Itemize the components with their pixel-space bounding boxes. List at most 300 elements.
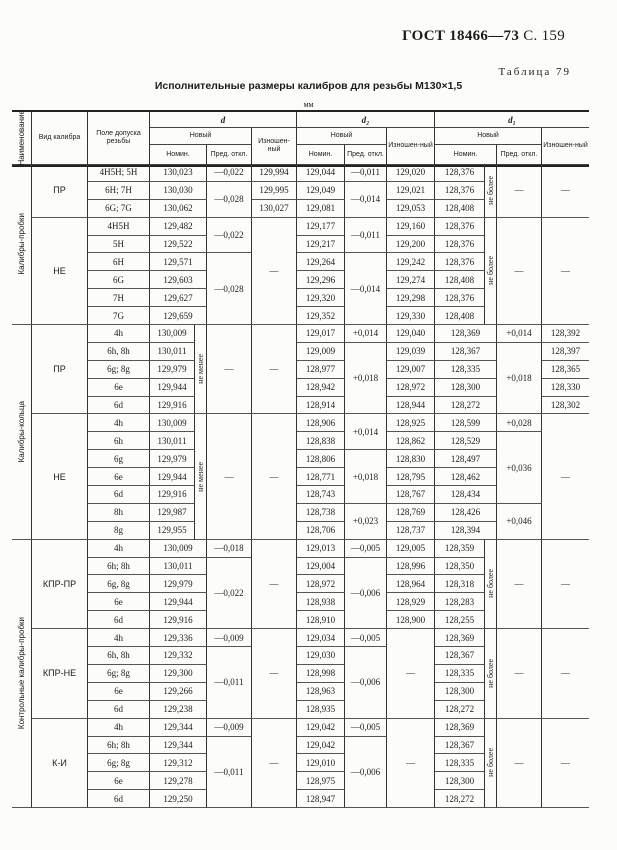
cell-text: 6h; 8h [107,739,130,750]
tolerance-field [88,504,150,522]
table-cell [345,647,387,719]
header-name-text: Наименование [16,110,26,166]
table-cell [387,558,435,576]
cell-text: 129,250 [163,793,193,804]
cell-text: ПР [53,364,66,375]
table-cell [435,665,485,683]
gauge-type [32,164,88,218]
cell-text: —0,022 [214,230,244,241]
cell-text: 129,344 [163,722,193,733]
table-cell [297,647,345,665]
tolerance-field [88,253,150,271]
cell-text: —0,014 [350,283,381,294]
table-cell [387,200,435,218]
table-cell [387,379,435,397]
cell-text: 128,367 [450,346,481,357]
cell-text: 128,944 [395,400,426,411]
cell-text: 128,302 [550,400,581,411]
cell-text: 129,336 [163,632,193,643]
header-d-worn: Изношен-ный [252,128,297,165]
table-cell [297,504,345,522]
cell-text: — [269,265,279,276]
cell-text: 128,283 [444,596,475,607]
table-cell [435,701,485,719]
cell-text: 130,009 [163,543,193,554]
cell-text: — [561,471,570,482]
table-cell [387,450,435,468]
header-d: d [150,112,297,128]
cell-text: +0,014 [352,426,379,437]
table-cell [150,361,195,379]
table-cell [435,719,485,737]
cell-text: 128,335 [444,757,475,768]
table-cell [150,790,207,808]
cell-text: 128,408 [444,274,475,285]
table-cell [297,271,345,289]
cell-text: 128,947 [305,793,336,804]
tolerance-field [88,754,150,772]
cell-text: 129,034 [305,632,336,643]
cell-text: 130,027 [259,203,289,214]
cell-text: 128,769 [395,507,426,518]
cell-text: —0,006 [350,766,381,777]
cell-text: — [269,668,279,679]
group-name [12,325,32,540]
cell-text: 130,011 [157,346,187,357]
cell-text: 128,300 [450,382,481,393]
cell-text: —0,022 [214,587,244,598]
cell-text: 128,906 [305,417,336,428]
cell-text: 129,352 [305,310,336,321]
cell-text: —0,009 [214,632,244,643]
cell-text: +0,018 [352,471,379,482]
table-cell [252,164,297,182]
cell-text: 4h [114,543,123,554]
cell-text: 6d [114,614,123,625]
cell-text: 129,987 [157,507,187,518]
cell-text: —0,011 [351,230,380,241]
header-d2-worn: Изношен-ный [387,128,435,165]
table-body [12,164,589,808]
cell-text: 129,312 [163,757,193,768]
cell-text: 129,955 [157,525,187,536]
cell-text: 128,369 [444,722,475,733]
table-cell [345,253,387,325]
table-cell [387,414,435,432]
table-cell [150,343,195,361]
table-cell [435,754,485,772]
table-cell [150,414,195,432]
table-cell [497,629,542,718]
table-cell [435,737,485,755]
cell-text: 129,040 [395,328,426,339]
table-cell [345,164,387,182]
cell-text: 128,795 [395,471,426,482]
tolerance-field [88,647,150,665]
cell-text: — [269,364,279,375]
cell-text: 130,011 [163,561,193,572]
cell-text: 129,264 [305,256,336,267]
cell-text: 6h, 8h [107,650,130,661]
cell-text: 129,916 [157,489,187,500]
cell-text: — [514,757,524,768]
cell-text: 129,242 [395,256,426,267]
table-cell [297,397,345,415]
standard-number: ГОСТ 18466—73 [402,28,520,44]
table-cell [207,737,252,809]
table-cell [345,504,387,540]
table-cell [435,218,485,236]
table-cell [150,611,207,629]
cell-text: 128,394 [450,525,481,536]
tolerance-field [88,182,150,200]
table-cell [297,522,345,540]
page-header [402,28,565,45]
cell-text: 6d [114,489,123,500]
table-cell [387,522,435,540]
table-cell [345,218,387,254]
gauge-type [32,325,88,414]
cell-text: 6g, 8g [107,578,130,589]
tolerance-field [88,468,150,486]
table-cell [297,307,345,325]
cell-text: 128,369 [450,328,481,339]
cell-text: 129,238 [163,704,193,715]
table-cell [150,522,195,540]
table-cell [497,432,542,504]
cell-text: —0,011 [214,677,244,688]
cell-text: 129,979 [163,578,193,589]
tolerance-field [88,737,150,755]
table-cell [345,182,387,218]
header-d2-new: Новый [297,128,387,145]
cell-text: — [224,471,234,482]
cell-text: — [224,364,234,375]
table-cell [297,414,345,432]
table-cell [435,575,485,593]
tolerance-field [88,361,150,379]
table-cell [435,772,485,790]
group-name [12,164,32,325]
cell-text: —0,022 [214,167,244,178]
table-cell [150,629,207,647]
cell-text: 4h [114,417,123,428]
cell-text: 128,935 [305,704,336,715]
header-d1-deviation: Пред. откл. [497,145,542,165]
cell-text: — [561,578,570,589]
cell-text: — [561,757,570,768]
table-cell [207,325,252,414]
table-cell [207,164,252,182]
table-cell [542,343,589,361]
cell-text: 128,975 [305,775,336,786]
cell-text: 129,979 [157,364,187,375]
table-cell [297,611,345,629]
cell-text: 130,009 [157,328,187,339]
gauge-type [32,629,88,718]
table-cell [297,558,345,576]
table-cell [435,200,485,218]
cell-text: — [514,265,524,276]
cell-text: 128,426 [450,507,481,518]
cell-text: 129,217 [305,239,336,249]
table-cell [435,629,485,647]
cell-text: 4H5H [107,221,130,232]
table-header [12,110,589,167]
cell-text: 128,397 [550,346,581,357]
cell-text: 7H [113,292,124,303]
tolerance-field [88,218,150,236]
cell-text: 128,359 [444,543,475,554]
table-cell [150,540,207,558]
tolerance-field [88,200,150,218]
tolerance-field [88,343,150,361]
cell-text: 128,462 [450,471,481,482]
table-cell [387,575,435,593]
cell-text: 4H5H; 5H [99,167,138,178]
cell-text: 128,365 [550,364,581,375]
table-cell [387,236,435,254]
table-cell [297,450,345,468]
table-cell [435,486,497,504]
table-cell [150,182,207,200]
gauge-type [32,540,88,629]
cell-text: 128,942 [305,382,336,393]
cell-text: 128,743 [305,489,336,500]
table-cell [345,558,387,630]
cell-text: 129,916 [157,400,187,411]
table-cell [297,164,345,182]
table-cell [497,218,542,325]
cell-text: 6d [114,400,123,411]
cell-text: +0,018 [506,373,532,384]
table-cell [485,218,497,325]
cell-text: 128,900 [395,614,426,625]
cell-text: —0,011 [214,766,244,777]
tolerance-field [88,772,150,790]
cell-text: 128,706 [305,525,336,536]
cell-text: — [561,668,570,679]
tolerance-field [88,325,150,343]
cell-text: +0,018 [352,373,379,384]
tolerance-field [88,701,150,719]
cell-text: 130,030 [163,185,193,196]
cell-text: Контрольные калибры-пробки [17,617,26,730]
tolerance-field [88,432,150,450]
cell-text: 6G; 7G [105,203,132,214]
table-cell [435,414,497,432]
tolerance-field [88,271,150,289]
table-cell [297,200,345,218]
header-d-deviation: Пред. откл. [207,145,252,165]
table-cell [435,236,485,254]
cell-text: 129,332 [163,650,193,661]
cell-text: 128,972 [305,578,336,589]
cell-text: —0,028 [214,283,244,294]
table-cell [207,218,252,254]
cell-text: 129,044 [305,167,336,178]
cell-text: 128,998 [305,668,336,679]
table-cell [435,307,485,325]
table-cell [207,719,252,737]
cell-text: 128,408 [444,203,475,214]
cell-text: 130,023 [163,167,193,178]
cell-text: 6g; 8g [107,364,130,375]
cell-text: —0,006 [350,587,381,598]
table-cell [387,307,435,325]
table-cell [345,450,387,504]
cell-text: 128,977 [305,364,336,375]
table-cell [150,701,207,719]
cell-text: 128,434 [450,489,481,500]
table-cell [252,200,297,218]
table-cell [297,719,345,737]
cell-text: 128,599 [450,417,481,428]
table-cell [150,432,195,450]
cell-text: — [514,578,524,589]
cell-text: 130,062 [163,203,193,214]
table-cell [150,754,207,772]
table-cell [435,182,485,200]
table-cell [297,754,345,772]
cell-text: 129,944 [157,382,187,393]
table-cell [387,629,435,718]
table-cell [207,629,252,647]
cell-text: 128,367 [444,739,475,750]
cell-text: 129,916 [163,614,193,625]
gauge-type [32,218,88,325]
cell-text: 128,369 [444,632,475,643]
table-cell [435,325,497,343]
tolerance-field [88,450,150,468]
gauge-type [32,719,88,808]
cell-text: 130,009 [157,417,187,428]
tolerance-field [88,486,150,504]
table-cell [150,450,195,468]
table-cell [150,397,195,415]
header-d1: d₁ [435,112,589,128]
tolerance-field [88,540,150,558]
cell-text: 129,995 [259,185,289,196]
table-cell [150,683,207,701]
cell-text: 6g; 8g [107,668,130,679]
table-cell [150,200,207,218]
table-cell [345,325,387,343]
cell-text: — [561,265,570,276]
table-cell [387,432,435,450]
header-d-nominal: Номин. [150,145,207,165]
cell-text: 129,004 [305,561,336,572]
table-cell [387,218,435,236]
table-cell [435,683,485,701]
cell-text: 129,296 [305,274,336,285]
table-cell [150,379,195,397]
cell-text: 129,298 [395,292,426,303]
cell-text: не более [486,748,495,778]
table-cell [542,325,589,343]
cell-text: 129,278 [163,775,193,786]
gauge-type [32,414,88,539]
cell-text: 129,603 [163,274,193,285]
table-cell [297,737,345,755]
table-cell [252,325,297,414]
cell-text: 6h; 8h [107,561,130,572]
cell-text: 128,771 [305,471,336,482]
table-cell [345,540,387,558]
cell-text: 128,300 [444,775,475,786]
table-cell [297,790,345,808]
cell-text: 129,300 [163,668,193,679]
cell-text: 128,376 [444,239,475,249]
table-cell [297,253,345,271]
table-cell [497,414,542,432]
cell-text: 4h [114,328,123,339]
table-cell [150,271,207,289]
cell-text: 4h [114,632,123,643]
cell-text: 128,862 [395,435,426,446]
table-cell [542,361,589,379]
cell-text: 128,335 [444,668,475,679]
table-cell [207,647,252,719]
table-cell [297,629,345,647]
table-cell [150,289,207,307]
header-d1-worn: Изношен-ный [542,128,589,165]
table-cell [497,540,542,629]
table-cell [297,772,345,790]
tolerance-field [88,397,150,415]
tolerance-field [88,558,150,576]
cell-text: 129,017 [305,328,336,339]
table-cell [207,558,252,630]
cell-text: 128,408 [444,310,475,321]
cell-text: 6e [114,775,123,786]
table-cell [297,361,345,379]
table-cell [207,182,252,218]
table-cell [195,325,207,414]
table-cell [297,701,345,719]
table-cell [542,629,589,718]
table-cell [435,468,497,486]
cell-text: —0,028 [214,194,244,205]
table-cell [150,307,207,325]
tolerance-field [88,164,150,182]
table-cell [150,575,207,593]
cell-text: — [561,185,570,196]
cell-text: 128,996 [395,561,426,572]
table-cell [497,164,542,218]
table-cell [435,790,485,808]
cell-text: 129,042 [305,722,336,733]
cell-text: 128,938 [305,596,336,607]
cell-text: 6e [114,471,123,482]
table-cell [497,504,542,540]
table-cell [150,253,207,271]
table-cell [150,236,207,254]
table-cell [542,218,589,325]
table-cell [297,468,345,486]
table-cell [297,575,345,593]
cell-text: —0,009 [214,722,244,733]
table-cell [150,558,207,576]
table-cell [345,737,387,809]
table-cell [150,218,207,236]
header-d2-nominal: Номин. [297,145,345,165]
cell-text: 6H; 7H [105,185,132,196]
cell-text: 128,963 [305,686,336,697]
table-cell [542,414,589,539]
table-cell [207,253,252,325]
table-cell [387,486,435,504]
